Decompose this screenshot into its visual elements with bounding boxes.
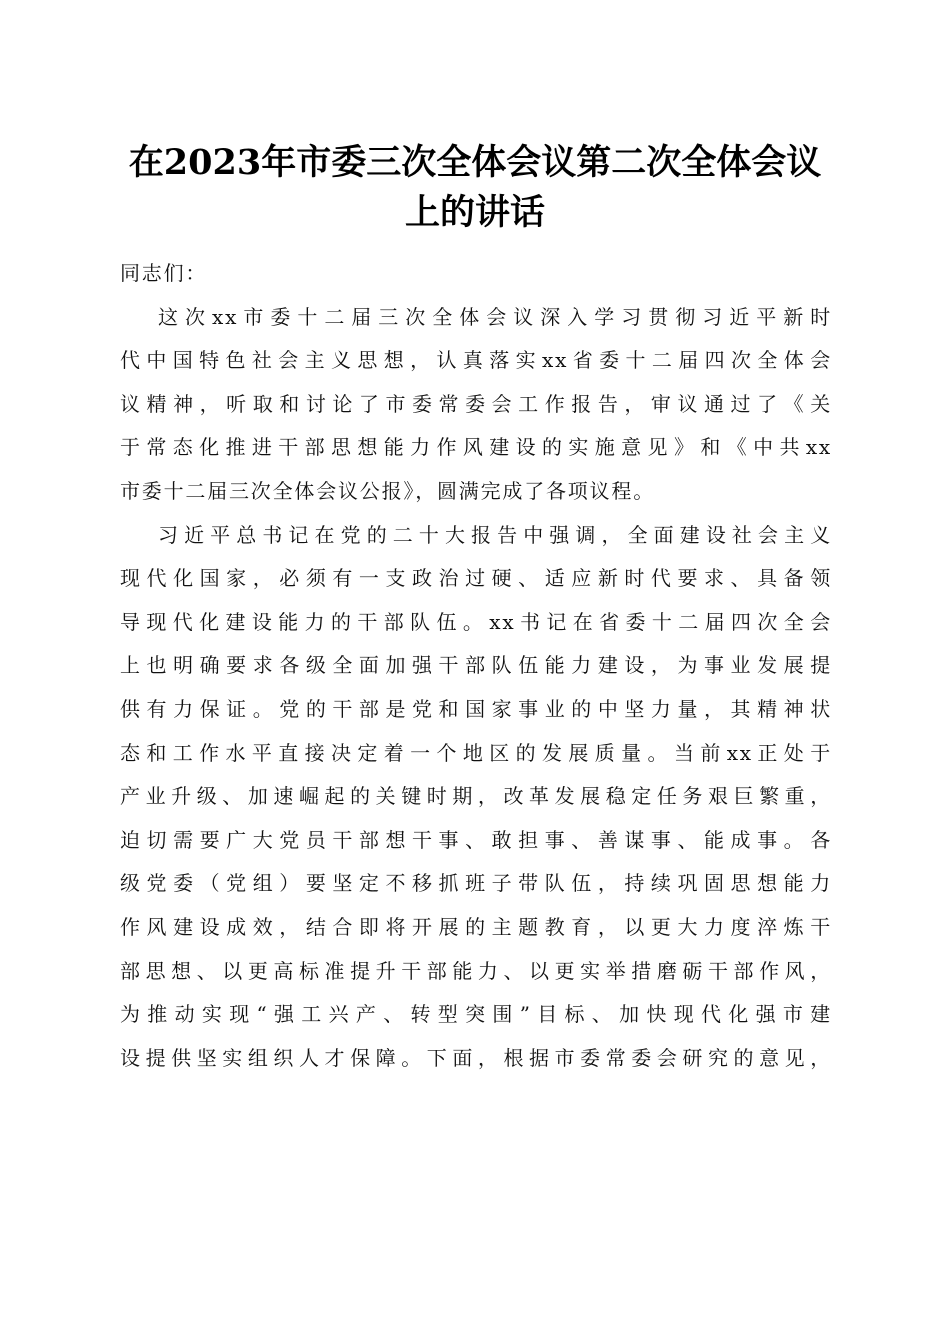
- paragraph-2-line: 级党委（党组）要坚定不移抓班子带队伍，持续巩固思想能力: [120, 871, 832, 896]
- paragraph-1-line: 于常态化推进干部思想能力作风建设的实施意见》和《中共xx: [120, 435, 832, 460]
- title-line-1: 在2023年市委三次全体会议第二次全体会议: [128, 142, 822, 183]
- paragraph-2-line: 设提供坚实组织人才保障。下面，根据市委常委会研究的意见，: [120, 1045, 832, 1070]
- document-body: [120, 252, 832, 1080]
- title-line-2: 上的讲话: [404, 192, 545, 233]
- paragraph-2-line: 部思想、以更高标准提升干部能力、以更实举措磨砺干部作风，: [120, 958, 832, 983]
- paragraph-1-line: 市委十二届三次全体会议公报》，圆满完成了各项议程。: [120, 478, 655, 503]
- paragraph-2-line: 供有力保证。党的干部是党和国家事业的中坚力量，其精神状: [120, 696, 832, 721]
- salutation: 同志们：: [120, 261, 208, 285]
- paragraph-2-line: 迫切需要广大党员干部想干事、敢担事、善谋事、能成事。各: [120, 827, 832, 852]
- paragraph-2-line: 产业升级、加速崛起的关键时期，改革发展稳定任务艰巨繁重，: [120, 784, 832, 809]
- paragraph-2-line: 现代化国家，必须有一支政治过硬、适应新时代要求、具备领: [120, 566, 832, 591]
- paragraph-2-line: 习近平总书记在党的二十大报告中强调，全面建设社会主义: [158, 522, 832, 547]
- paragraph-2-line: 作风建设成效，结合即将开展的主题教育，以更大力度淬炼干: [120, 914, 832, 939]
- paragraph-2-line: 态和工作水平直接决定着一个地区的发展质量。当前xx正处于: [120, 740, 832, 765]
- paragraph-1-line: 这次xx市委十二届三次全体会议深入学习贯彻习近平新时: [158, 304, 832, 329]
- paragraph-2-line: 上也明确要求各级全面加强干部队伍能力建设，为事业发展提: [120, 653, 832, 678]
- paragraph-2-line: 为推动实现“强工兴产、转型突围”目标、加快现代化强市建: [120, 1002, 832, 1027]
- paragraph-2-line: 导现代化建设能力的干部队伍。xx书记在省委十二届四次全会: [120, 609, 832, 634]
- document-title: [100, 138, 850, 238]
- paragraph-1-line: 代中国特色社会主义思想，认真落实xx省委十二届四次全体会: [120, 348, 832, 373]
- paragraph-1-line: 议精神，听取和讨论了市委常委会工作报告，审议通过了《关: [120, 391, 832, 416]
